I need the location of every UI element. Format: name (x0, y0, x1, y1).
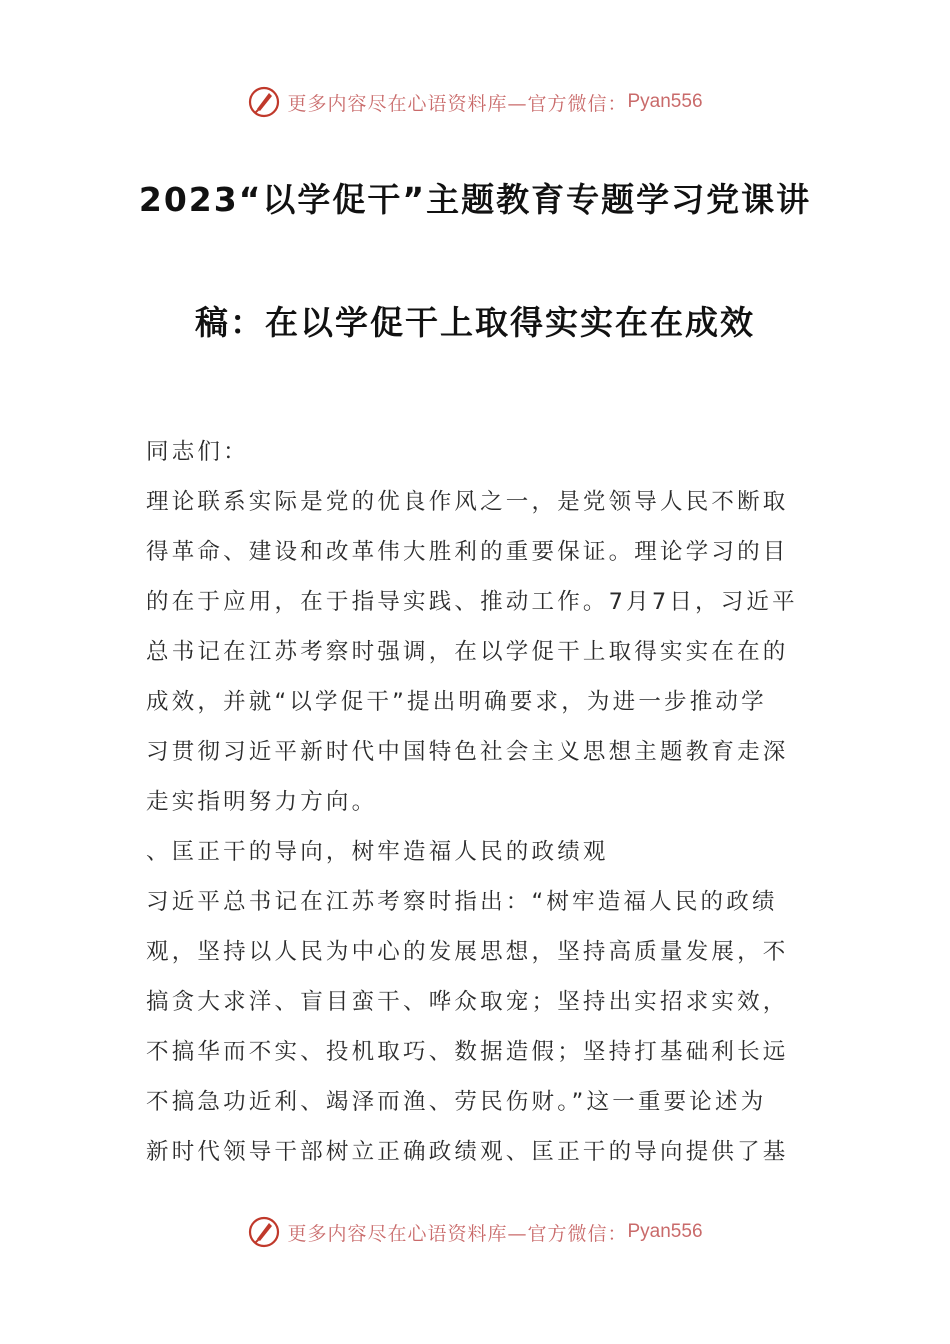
body-line: 走实指明努力方向。 (146, 789, 378, 815)
body-line: 总书记在江苏考察时强调，在以学促干上取得实实在在的 (146, 639, 789, 665)
body-line: 搞贪大求洋、盲目蛮干、哗众取宠；坚持出实招求实效， (146, 989, 789, 1015)
body-line: 观，坚持以人民为中心的发展思想，坚持高质量发展，不 (146, 939, 789, 965)
banner-wechat-id: Pyan556 (627, 91, 703, 112)
body-line: 得革命、建设和改革伟大胜利的重要保证。理论学习的目 (146, 539, 789, 565)
body-line: 同志们： (146, 439, 249, 465)
body-line: 不搞华而不实、投机取巧、数据造假；坚持打基础利长远 (146, 1039, 789, 1065)
body-line: 习贯彻习近平新时代中国特色社会主义思想主题教育走深 (146, 739, 789, 765)
body-line: 习近平总书记在江苏考察时指出：“树牢造福人民的政绩 (146, 889, 778, 915)
pen-logo-icon (247, 85, 281, 119)
body-line: 不搞急功近利、竭泽而渔、劳民伤财。”这一重要论述为 (146, 1089, 767, 1115)
footer-watermark-banner (0, 1212, 950, 1252)
document-title-line-1: 2023“以学促干”主题教育专题学习党课讲 (138, 180, 812, 219)
pen-logo-icon (247, 1215, 281, 1249)
banner-wechat-id: Pyan556 (627, 1221, 703, 1242)
document-body (146, 427, 808, 1177)
body-line: 成效，并就“以学促干”提出明确要求，为进一步推动学 (146, 689, 767, 715)
document-title-line-2: 稿：在以学促干上取得实实在在成效 (195, 303, 755, 342)
body-line: 的在于应用，在于指导实践、推动工作。7月7日，习近平 (146, 589, 798, 615)
banner-text: 更多内容尽在心语资料库—官方微信： (287, 1222, 628, 1245)
banner-text: 更多内容尽在心语资料库—官方微信： (287, 92, 628, 115)
body-line: 新时代领导干部树立正确政绩观、匡正干的导向提供了基 (146, 1139, 789, 1165)
section-heading: 、匡正干的导向，树牢造福人民的政绩观 (146, 839, 609, 865)
header-watermark-banner (0, 82, 950, 122)
body-line: 理论联系实际是党的优良作风之一，是党领导人民不断取 (146, 489, 789, 515)
